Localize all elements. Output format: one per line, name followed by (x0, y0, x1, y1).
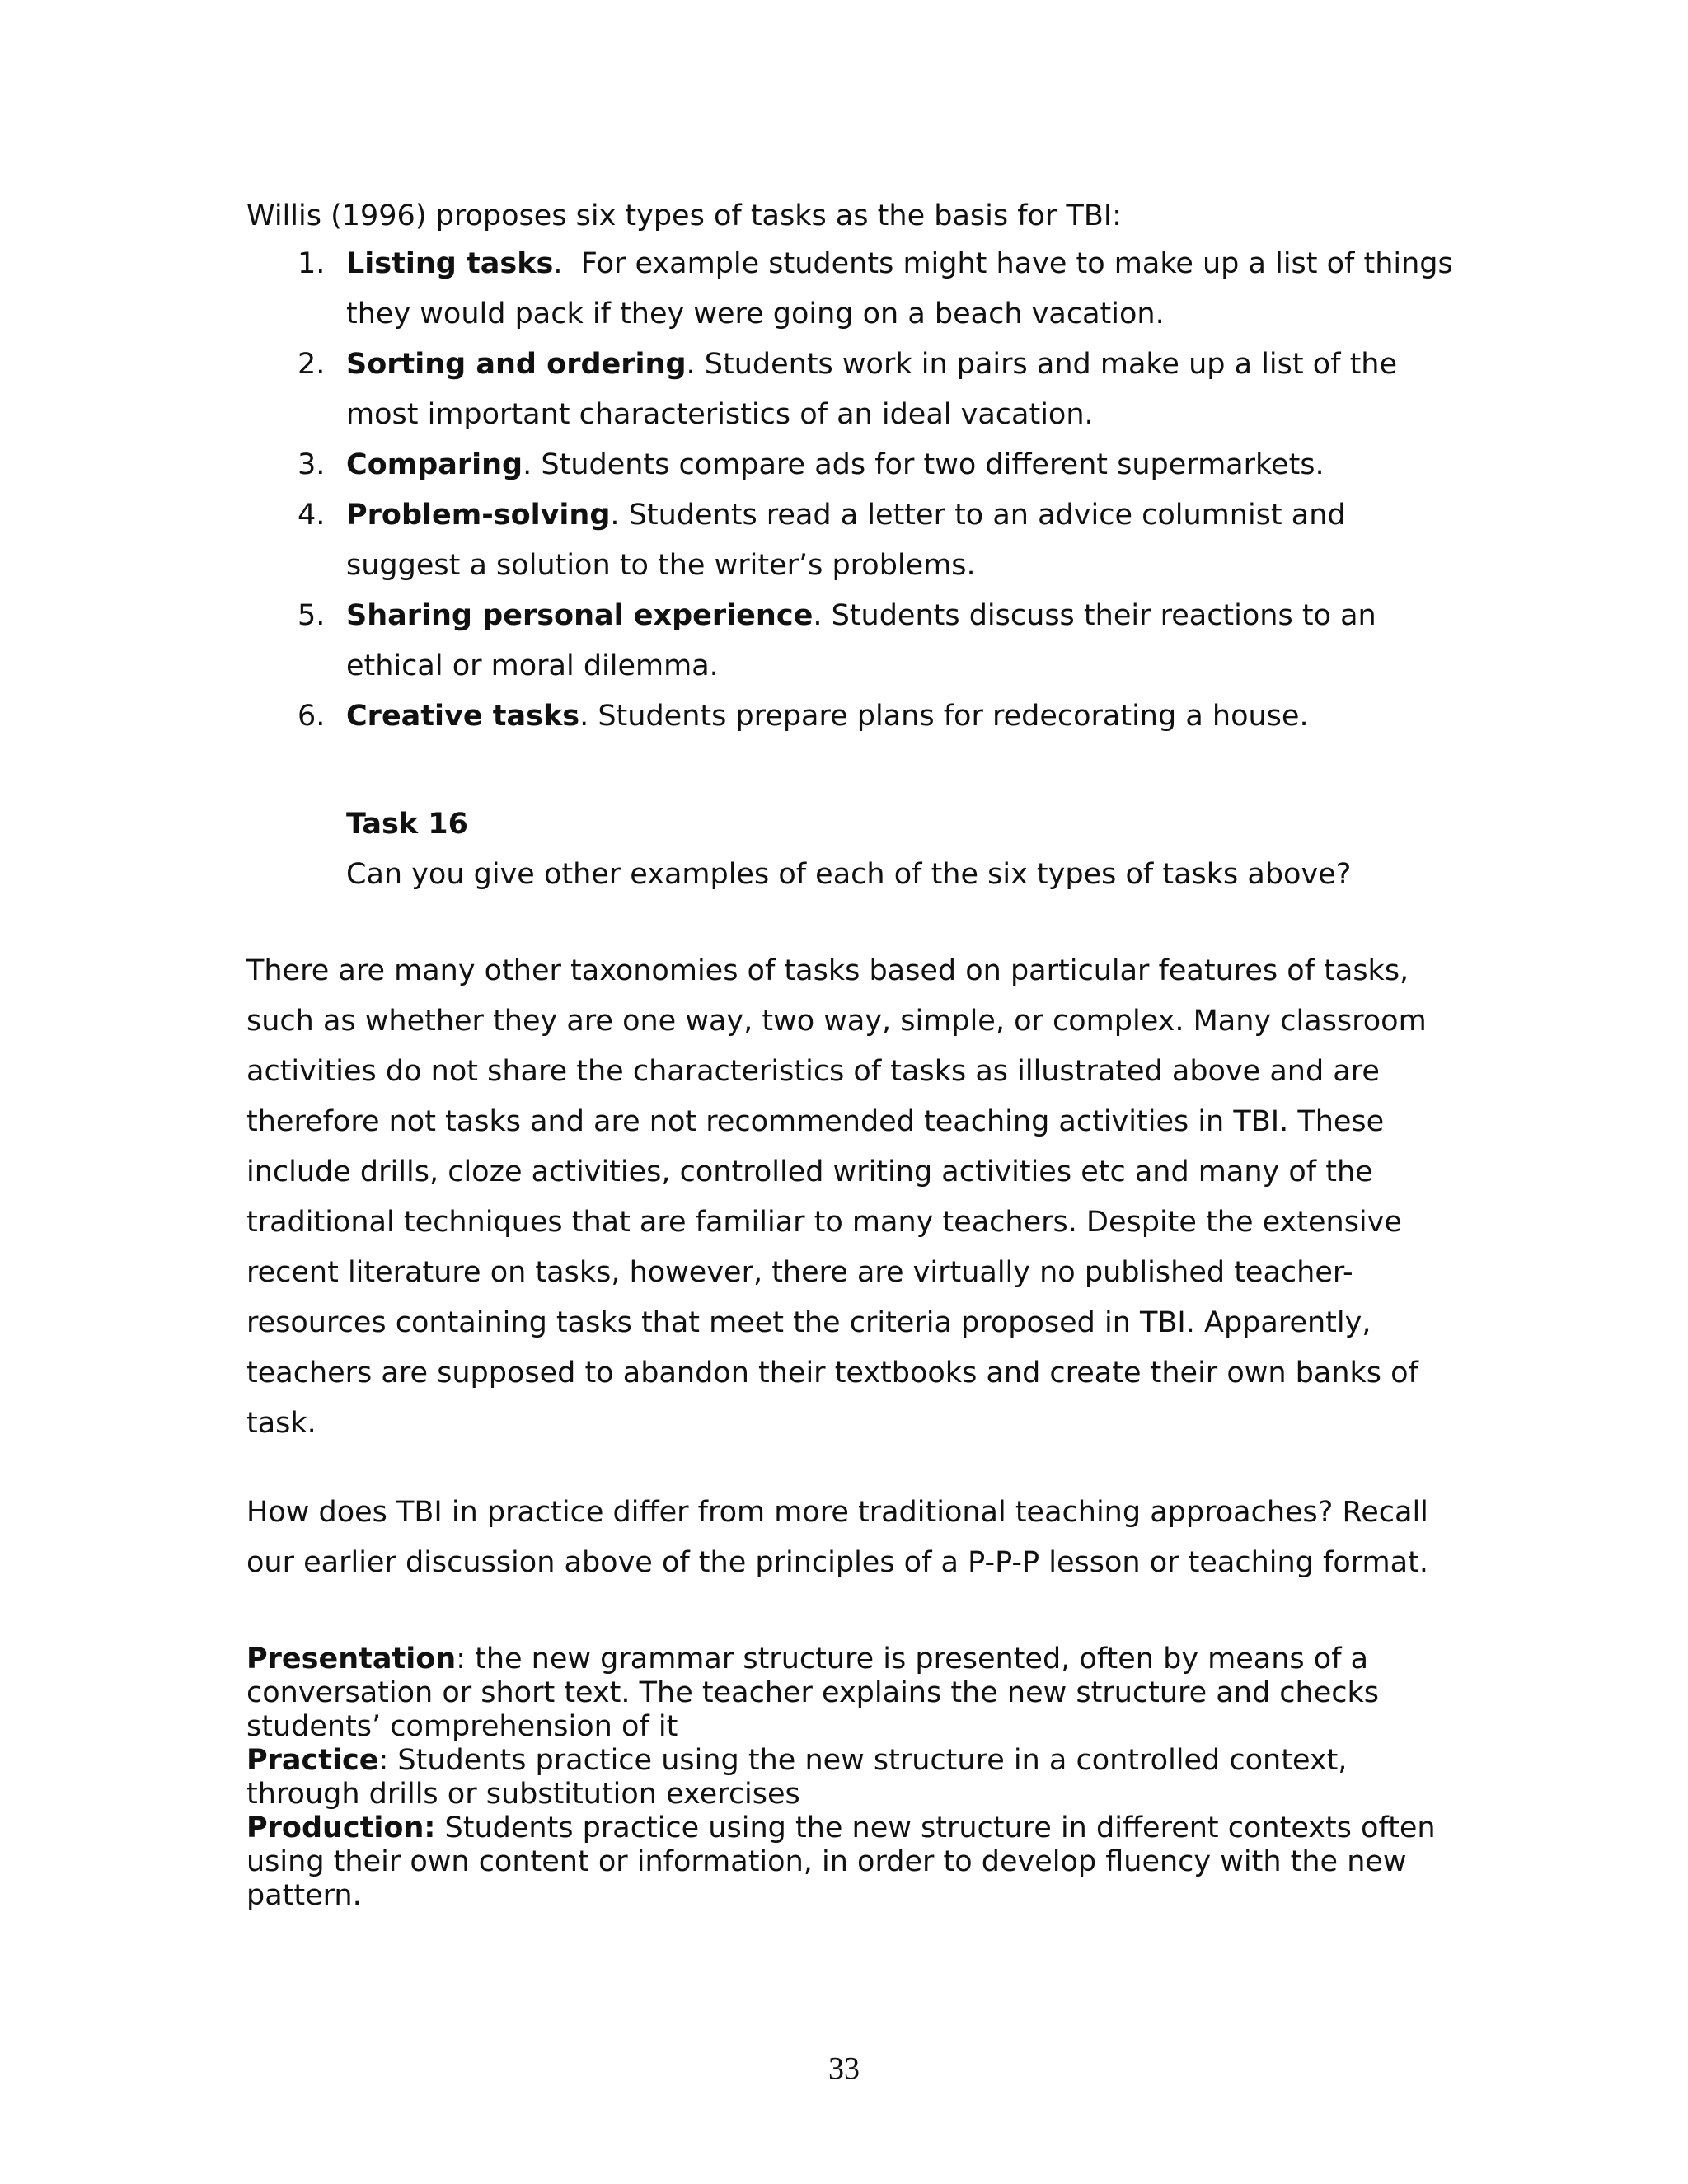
definition-term: Presentation (246, 1643, 457, 1675)
task-16-heading: Task 16 (346, 808, 468, 841)
task-16-question: Can you give other examples of each of the six types of tasks above? (346, 858, 1352, 891)
list-item-number: 6. (298, 700, 326, 733)
list-item-text: Students prepare plans for redecorating a house. (598, 700, 1309, 733)
definition-separator: : (456, 1643, 476, 1675)
list-item-separator: . (813, 599, 832, 632)
definition-production (246, 1811, 1466, 1913)
list-item-title: Creative tasks (346, 700, 580, 733)
ppp-definitions (246, 1643, 1466, 1913)
definition-presentation (246, 1643, 1466, 1744)
list-item-text: Students work in pairs and make up a list of the most important characteristics of an ideal vacation. (346, 348, 1398, 431)
list-item-number: 2. (298, 348, 326, 381)
definition-term: Practice (246, 1744, 379, 1777)
list-item-text: Students discuss their reactions to an ethical or moral dilemma. (346, 599, 1376, 682)
intro-sentence: Willis (1996) proposes six types of tasks as the basis for TBI: (246, 199, 1122, 232)
task-16-box (346, 799, 1351, 900)
definition-text: Students practice using the new structure in a controlled context, through drills or substitution exercises (246, 1744, 1348, 1811)
definition-practice (246, 1744, 1466, 1811)
list-item-title: Listing tasks (346, 247, 554, 280)
taxonomies-paragraph: There are many other taxonomies of tasks based on particular features of tasks, such as whether they are one way, two way, simple, or complex. Many classroom activities do not share the characteristics of tasks as illustrated above and are therefore not tasks and are not recommended teaching activities in TBI. These include drills, cloze activities, controlled writing activities etc and many of the traditional techniques that are familiar to many teachers. Despite the extensive recent literature on tasks, however, there are virtually no published teacher-resources containing tasks that meet the criteria proposed in TBI. Apparently, teachers are supposed to abandon their textbooks and create their own banks of task. (246, 954, 1427, 1440)
page-number: 33 (828, 2051, 860, 2086)
definition-text: the new grammar structure is presented, often by means of a conversation or short text. The teacher explains the new structure and checks students’ comprehension of it (246, 1643, 1380, 1743)
list-item (246, 340, 1466, 440)
list-item-separator: . (686, 348, 705, 381)
definition-term: Production: (246, 1811, 436, 1844)
list-item-text: Students compare ads for two different supermarkets. (541, 448, 1325, 481)
ppp-question-paragraph: How does TBI in practice differ from more traditional teaching approaches? Recall our earlier discussion above of the principles of a P-P-P lesson or teaching format. (246, 1496, 1428, 1579)
list-item (246, 691, 1466, 742)
list-item-separator: . (523, 448, 542, 481)
list-item-title: Sharing personal experience (346, 599, 814, 632)
list-item-number: 5. (298, 599, 326, 632)
list-item-separator: . (553, 247, 581, 280)
list-item-number: 3. (298, 448, 326, 481)
list-item-number: 4. (298, 499, 326, 532)
definition-separator (435, 1811, 444, 1844)
list-item-separator: . (610, 499, 629, 532)
list-item-separator: . (579, 700, 598, 733)
list-item (246, 239, 1466, 340)
list-item-title: Comparing (346, 448, 523, 481)
definition-text: Students practice using the new structure in different contexts often using their own content or information, in order to develop fluency with the new pattern. (246, 1811, 1436, 1912)
list-item-number: 1. (298, 247, 326, 280)
definition-separator: : (378, 1744, 398, 1777)
task-types-list (246, 239, 1466, 742)
list-item (246, 490, 1466, 591)
list-item-text: For example students might have to make up a list of things they would pack if they were going on a beach vacation. (346, 247, 1453, 330)
list-item (246, 591, 1466, 691)
list-item-title: Sorting and ordering (346, 348, 687, 381)
list-item-text: Students read a letter to an advice columnist and suggest a solution to the writer’s problems. (346, 499, 1346, 582)
list-item-title: Problem-solving (346, 499, 611, 532)
list-item (246, 440, 1466, 490)
